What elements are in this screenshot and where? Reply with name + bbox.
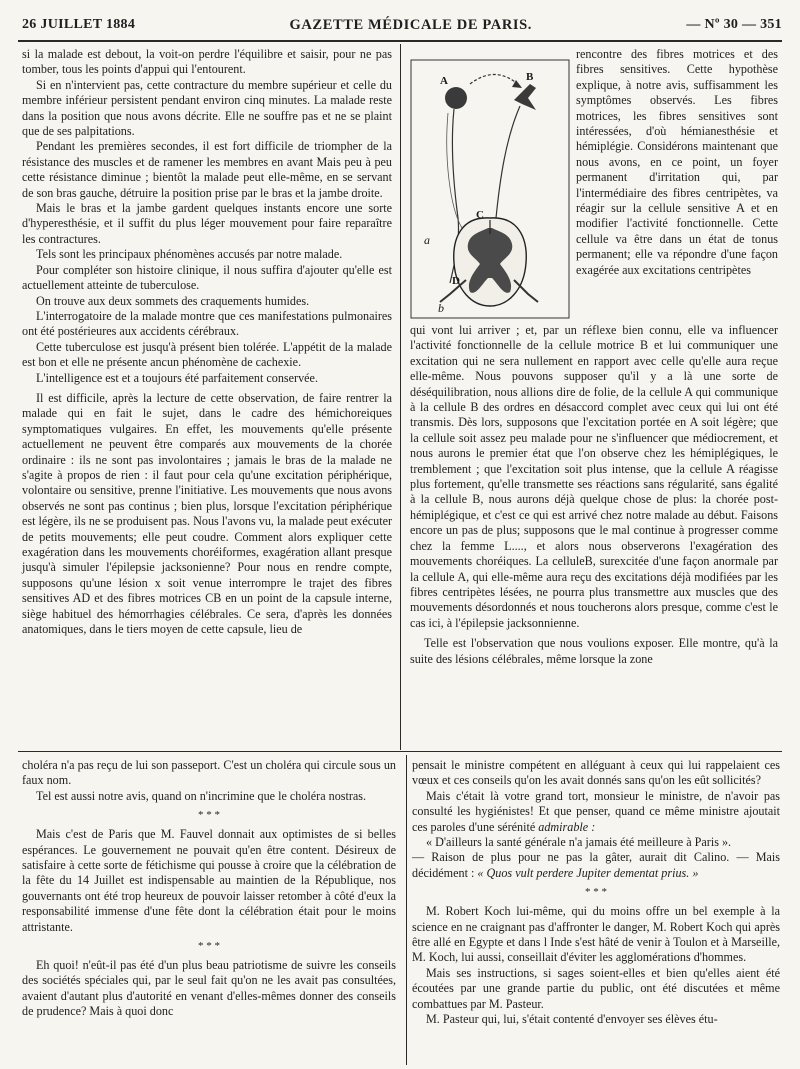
label-a: A (440, 75, 448, 87)
right-column-beside-figure (576, 47, 778, 278)
latin-quote: « Quos vult perdere Jupiter dementat prius. » (477, 865, 699, 880)
header-date: 26 JUILLET 1884 (22, 17, 136, 32)
header-title: GAZETTE MÉDICALE DE PARIS. (289, 16, 533, 33)
paragraph: Mais le bras et la jambe gardent quelques instants encore une sorte d'hyperesthésie, et il suffit du plus léger mouvement pour faire reparaître les contractures. (22, 201, 392, 246)
paragraph: Mais c'était là votre grand tort, monsieur le ministre, de n'avoir pas consulté les hygiénistes! Et que penser, quand ce même ministre ajoutait ces paroles d'une sérénité admirable : (412, 788, 780, 834)
section-stars: * * * (585, 886, 607, 899)
paragraph: Pour compléter son histoire clinique, il nous suffira d'ajouter qu'elle est actuellement atteinte de tuberculose. (22, 262, 392, 293)
left-column (22, 47, 392, 637)
paragraph: Telle est l'observation que nous voulions exposer. Elle montre, qu'à la suite des lésions célébrales, même lorsque la zone (410, 636, 778, 666)
paragraph: Tels sont les principaux phénomènes accusés par notre malade. (36, 247, 343, 262)
figure-svg (410, 58, 570, 320)
section-stars: * * * (198, 809, 220, 822)
paragraph: — Raison de plus pour ne pas la gâter, aurait dit Calino. — Mais décidément : « Quos vult perdere Jupiter dementat prius. » (412, 850, 780, 880)
paragraph: Cette tuberculose est jusqu'à présent bien tolérée. L'appétit de la malade est bon et elle ne présente ancun phénomène de cachexie. (22, 339, 392, 370)
section-rule (18, 751, 782, 752)
spinal-cord-figure (410, 58, 570, 320)
arrow-a-to-b (470, 74, 520, 86)
paragraph: si la malade est debout, la voit-on perdre l'équilibre et saisir, pour ne pas tomber, tous les points d'appui qui l'entourent. (22, 47, 392, 77)
label-small-b: b (438, 301, 444, 315)
paragraph: qui vont lui arriver ; et, par un réflexe bien connu, elle va influencer l'activité fonctionnelle de la cellule motrice B et lui communiquer une excitation qui ne sera nullement en rapport avec celle qu'elle aura reçue elle-même. Nous pouvons supposer qu'il y a là une sorte de déséquilibration, nous allions dire de folie, de la cellule A qui communique à la cellule B des ordres en désaccord complet avec ceux qui lui ont été transmis. Dès lors, supposons que l'excitation portée en A soit légère; que la cellule soit assez peu malade pour ne s'influencer que médiocrement, et nous aurons le premier état que l'on observe chez les hémiplégiques, le tremblement ; que l'excitation soit plus intense, que la cellule A réagisse plus fortement, qu'elle transmette ses réactions sans régularité, sans égalité à la cellule B, nous aurons déjà quelque chose de plus: la chorée post-hémiplégique, et c'est ce qui est arrivé chez notre malade au début. Faisons encore un pas de plus; supposons que le mal continue à progresser comme chez la femme L...., et alors nous observerons l'exagération des mouvements choréiques. La celluleB, surexcitée d'une façon anormale par la cellule A, qui elle-même aura reçu des excitations déjà modifiées par les fibres centripètes lésées, ne pourra plus transmettre aux muscles que des mouvements désordonnés et nous toucherons alors presque, comme c'est le cas ici, à l'épilepsie jacksonnienne. (410, 323, 778, 630)
paragraph: Tel est aussi notre avis, quand on n'incrimine que le choléra nostras. (36, 788, 367, 803)
label-b: B (526, 71, 534, 83)
paragraph: pensait le ministre compétent en alléguant à ceux qui lui rappelaient ces vœux et ces conseils qu'on les avait donnés sans qu'on les eût sollicités? (412, 758, 780, 788)
page-header (22, 12, 782, 38)
paragraph: M. Robert Koch lui-même, qui du moins offre un bel exemple à la science en ne craignant pas d'affronter le danger, M. Robert Koch qui après être allé en Egypte et dans l Inde s'est hâté de venir à Toulon et à Marseille, M. Koch, lui aussi, conseillait d'éviter les agglomérations d'hommes. (412, 904, 780, 965)
label-d: D (452, 275, 460, 287)
paragraph: « D'ailleurs la santé générale n'a jamais été meilleure à Paris ». (426, 835, 732, 850)
paragraph: choléra n'a pas reçu de lui son passeport. C'est un choléra qui circule sous un faux nom. (22, 758, 396, 788)
paragraph: rencontre des fibres motrices et des fibres sensitives. Cette hypothèse explique, à notre avis, suffisamment les symptômes observés. Les fibres motrices, les fibres sensitives sont intéressées, d'où hémianesthésie et hémiplégie. Considérons maintenant que nous avons, en ce point, un foyer permanent d'irritation qui, par l'intermédiaire des fibres centripètes, va réagir sur la cellule sensitive A et en modifier l'activité fonctionnelle. Cette cellule va être dans un état de tonus permanent; elle va répondre d'une façon exagérée aux excitations centripètes (576, 47, 778, 277)
paragraph: On trouve aux deux sommets des craquements humides. (36, 293, 310, 308)
paragraph: Mais ses instructions, si sages soient-elles et bien qu'elles aient été écoutées par une grande partie du public, ont été discutées et même combattues par M. Pasteur. (412, 965, 780, 1011)
cell-a (445, 87, 467, 109)
emphasis: admirable : (538, 819, 596, 834)
paragraph: L'intelligence est et a toujours été parfaitement conservée. (36, 370, 318, 385)
fibre-secondary (447, 113, 462, 228)
cell-b (514, 84, 536, 110)
label-small-a: a (424, 233, 430, 247)
paragraph: Eh quoi! n'eût-il pas été d'un plus beau patriotisme de suivre les conseils des sociétés spéciales qui, par le seul fait qu'on ne les avait pas consultées, avaient d'autant plus d'autorité en venant d'elles-mêmes donner des conseils de prudence? Mais à quoi donc (22, 958, 396, 1019)
paragraph: L'interrogatoire de la malade montre que ces manifestations pulmonaires ont été postérieures aux accidents cérébraux. (22, 308, 392, 339)
bottom-left-column (22, 758, 396, 1020)
section-stars: * * * (198, 940, 220, 953)
paragraph: Il est difficile, après la lecture de cette observation, de faire rentrer la malade qui en fait le sujet, dans le cadre des hémichoreiques symptomatiques vulgaires. En effet, les mouvements qu'elle présente actuellement ne peuvent être comparés aux mouvements de la chorée ordinaire : ils ne sont pas involontaires ; jamais le bras de la malade ne s'agite à propos de rien : il faut pour cela qu'une excitation périphérique, volontaire ou sensitive, prenne l'initiative. Les mouvements que nous avons observés ne sont pas continus ; bien plus, lorsque l'excitation périphérique est légère, ils ne se produisent pas. Nous l'avons vu, la malade peut exécuter de petits mouvements; elle peut coudre. Comment alors expliquer cette exagération dans les mouvements choréiformes, exagération allant presque jusqu'à simuler l'épilepsie jacksonienne? Pour nous en rendre compte, supposons qu'une lésion x soit venue interrompre le trajet des fibres sensitives AD et des fibres motrices CB en un point de la capsule interne, siège habituel des hémorrhagies célébrales. Ce sera, d'après les données anatomiques, dans le tiers moyen de cette capsule, lieu de (22, 390, 392, 637)
label-c: C (476, 209, 484, 221)
paragraph: Si en n'intervient pas, cette contracture du membre supérieur et celle du membre inférieur persistent pendant environ cinq minutes. La malade reste dans la position que nous avons décrite. Elle ne souffre pas et ne se plaint que de ses palpitations. (22, 77, 392, 139)
bottom-right-column (412, 758, 780, 1028)
column-divider-bottom (406, 755, 407, 1065)
paragraph: M. Pasteur qui, lui, s'était contenté d'envoyer ses élèves étu- (426, 1012, 718, 1027)
right-column-full (410, 323, 778, 667)
header-number: — Nº 30 — 351 (686, 17, 782, 32)
paragraph: Pendant les premières secondes, il est fort difficile de triompher de la résistance des muscles et de ramener les membres en avant Mais peu à peu cette résistance diminue ; bientôt la malade peut elle-même, en se servant de son bras gauche, détruire la position prise par le bras et la jambe droite. (22, 139, 392, 200)
column-divider-top (400, 44, 401, 750)
header-rule (18, 40, 782, 42)
paragraph: Mais c'est de Paris que M. Fauvel donnait aux optimistes de si belles espérances. Le gouvernement ne pouvait qu'en être content. Désireux de satisfaire à cette sorte de fétichisme qui pousse à croire que la célébration de la fête du 14 Juillet est indispensable au maintien de la République, nos gouvernants ont été trop heureux de pouvoir laisser retomber à côté d'eux la responsabilité immense d'une fête dont la célébration était pour le moins attristante. (22, 827, 396, 934)
